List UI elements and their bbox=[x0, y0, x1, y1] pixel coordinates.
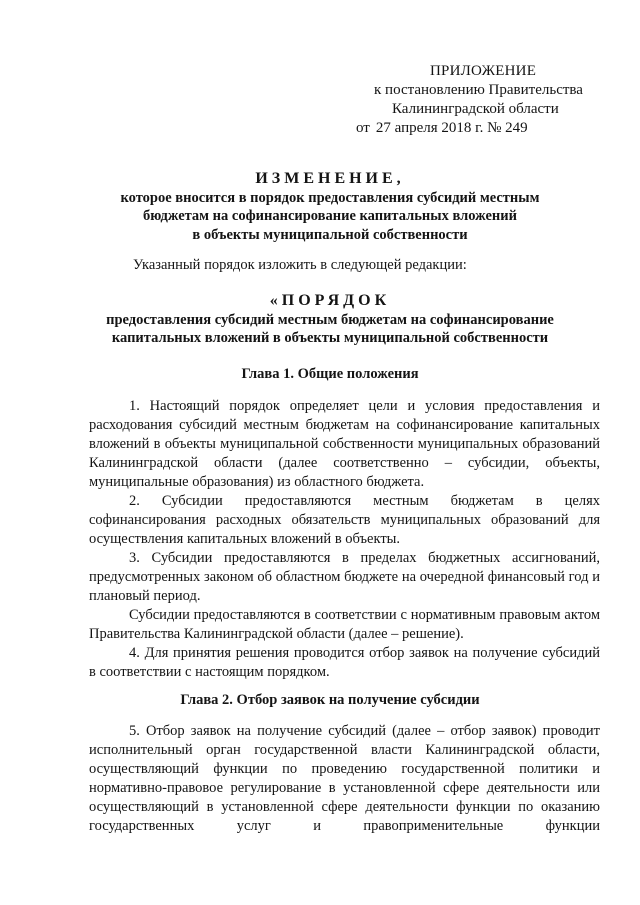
appendix-line-resolution: к постановлению Правительства bbox=[374, 82, 583, 98]
order-title-block bbox=[70, 292, 590, 348]
chapter-1-title: Глава 1. Общие положения bbox=[241, 366, 419, 382]
change-heading: ИЗМЕНЕНИЕ, bbox=[255, 170, 405, 187]
appendix-title: ПРИЛОЖЕНИЕ bbox=[430, 63, 537, 79]
paragraph-5: 5. Отбор заявок на получение субсидий (далее – отбор заявок) проводит исполнительный орган государственной власти Калининградской области, осуществляющий функции по проведению государственной политики и нормативно-правовое регулирование в установленной сфере деятельности или осуществляющий в установленной сфере деятельности функции по оказанию государственных услуг и правоприменительные функции bbox=[89, 723, 600, 834]
chapter-2-title: Глава 2. Отбор заявок на получение субсидии bbox=[180, 692, 480, 708]
paragraph-3-continued: Субсидии предоставляются в соответствии с нормативным правовым актом Правительства Калининградской области (далее – решение). bbox=[89, 607, 600, 642]
change-subtitle-line-2: бюджетам на софинансирование капитальных вложений bbox=[143, 208, 517, 224]
order-subtitle-line-1: предоставления субсидий местным бюджетам на софинансирование bbox=[106, 311, 554, 328]
order-heading: «ПОРЯДОК bbox=[269, 292, 391, 309]
paragraph-4: 4. Для принятия решения проводится отбор заявок на получение субсидий в соответствии с настоящим порядком. bbox=[89, 645, 600, 680]
appendix-header bbox=[340, 62, 610, 138]
change-title-block bbox=[70, 170, 590, 244]
paragraph-3: 3. Субсидии предоставляются в пределах бюджетных ассигнований, предусмотренных законом об областном бюджете на очередной финансовый год и плановый период. bbox=[89, 550, 600, 604]
chapter-1-body bbox=[89, 397, 600, 682]
order-subtitle-line-2: капитальных вложений в объекты муниципальной собственности bbox=[111, 330, 549, 346]
appendix-date-line bbox=[340, 119, 610, 138]
paragraph-2: 2. Субсидии предоставляются местным бюджетам в целях софинансирования расходных обязательств муниципальных образований для осуществления капитальных вложений в объекты. bbox=[89, 493, 600, 547]
appendix-line-region: Калининградской области bbox=[392, 101, 559, 117]
change-subtitle-line-1: которое вносится в порядок предоставления субсидий местным bbox=[120, 189, 540, 206]
appendix-date-prefix: от bbox=[356, 120, 370, 136]
paragraph-1: 1. Настоящий порядок определяет цели и условия предоставления и расходования субсидий местным бюджетам на софинансирование капитальных вложений в объекты муниципальной собственности муниципальных образований Калининградской области (далее соответственно – субсидии, объекты, муниципальные образования) из областного бюджета. bbox=[89, 398, 600, 490]
change-subtitle-line-3: в объекты муниципальной собственности bbox=[192, 226, 468, 243]
intro-text: Указанный порядок изложить в следующей редакции: bbox=[133, 257, 467, 273]
chapter-2-body bbox=[89, 722, 600, 836]
appendix-date-value: 27 апреля 2018 г. № 249 bbox=[375, 120, 528, 136]
